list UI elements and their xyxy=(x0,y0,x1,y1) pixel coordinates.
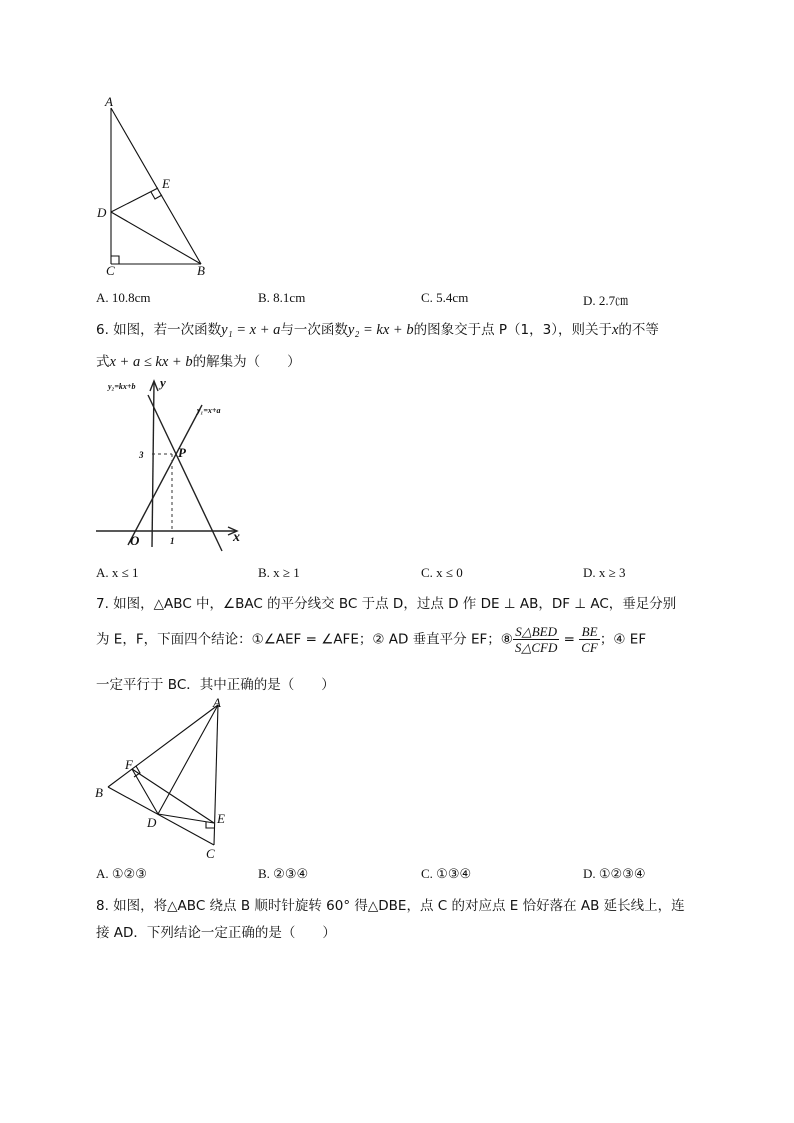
q7-option-a[interactable]: A. ①②③ xyxy=(96,866,147,881)
q6-label-y1: y₁=x+a xyxy=(197,406,221,415)
q7-option-d[interactable]: D. ①②③④ xyxy=(583,866,646,881)
q7-label-a: A xyxy=(213,695,221,710)
q6-line-2 xyxy=(96,350,301,371)
q6-label-three: 3 xyxy=(139,450,144,460)
q7-label-b: B xyxy=(95,785,103,800)
q6-option-d[interactable]: D. x ≥ 3 xyxy=(583,565,626,580)
q5-options xyxy=(96,290,696,310)
q6-text: 式 xyxy=(96,354,110,370)
q6-option-b[interactable]: B. x ≥ 1 xyxy=(258,565,300,580)
q7-options xyxy=(96,866,696,886)
q6-text: 与一次函数 xyxy=(280,322,348,338)
q5-option-c[interactable]: C. 5.4cm xyxy=(421,290,469,305)
q7-triangle-figure xyxy=(92,695,242,865)
q5-option-b[interactable]: B. 8.1cm xyxy=(258,290,306,305)
q6-option-c[interactable]: C. x ≤ 0 xyxy=(421,565,463,580)
q6-label-y: y xyxy=(160,375,166,390)
q6-y2-expr: y₂ = kx + b xyxy=(347,322,414,338)
q6-label-p: P xyxy=(178,445,186,460)
q7-text: 7. 如图，△ABC 中，∠BAC 的平分线交 BC 于点 D，过点 D 作 DE ⊥ AB，DF ⊥ AC，垂足分别 xyxy=(96,596,677,612)
q6-options xyxy=(96,565,696,585)
q7-text: ；④ EF xyxy=(599,631,647,648)
q6-label-y2: y₂=kx+b xyxy=(108,382,136,391)
q6-text: 6. 如图，若一次函数 xyxy=(96,322,222,338)
q6-option-a[interactable]: A. x ≤ 1 xyxy=(96,565,139,580)
q5-label-d: D xyxy=(97,205,107,220)
q6-line-1 xyxy=(96,318,659,339)
q8-line-1 xyxy=(96,894,685,914)
q7-label-d: D xyxy=(147,815,157,830)
q6-inequality: x + a ≤ kx + b xyxy=(109,354,193,370)
q7-label-e: E xyxy=(217,811,225,826)
q6-label-o: O xyxy=(130,533,140,548)
q6-x-var: x xyxy=(611,322,619,338)
q5-triangle-figure xyxy=(96,92,226,282)
q7-line-3 xyxy=(96,673,335,693)
q7-line-2: 为 E，F，下面四个结论：①∠AEF = ∠AFE；② AD 垂直平分 EF；⑧ $\frac{\text{S△BED}}{\text{S△CFD}}$ = $\frac{BE}{CF}$ ；④ EF xyxy=(96,624,647,655)
q8-text: 接 AD．下列结论一定正确的是（ ） xyxy=(96,925,336,941)
q6-text: 的不等 xyxy=(618,322,659,338)
q6-text: 的图象交于点 P（1，3），则关于 xyxy=(413,322,612,338)
q7-label-f: F xyxy=(125,757,133,772)
q7-frac-denominator: S△CFD xyxy=(514,640,558,655)
q8-line-2 xyxy=(96,921,336,941)
q6-label-one: 1 xyxy=(170,536,175,546)
q7-frac-numerator: S△BED xyxy=(513,624,560,640)
q5-option-a[interactable]: A. 10.8cm xyxy=(96,290,151,305)
q7-text: 为 E，F，下面四个结论：①∠AEF = ∠AFE；② AD 垂直平分 EF；⑧ xyxy=(96,631,513,648)
q5-option-d[interactable]: D. 2.7㎝ xyxy=(583,293,629,308)
q8-text: 8. 如图，将△ABC 绕点 B 顺时针旋转 60° 得△DBE，点 C 的对应点 E 恰好落在 AB 延长线上，连 xyxy=(96,898,685,914)
q6-label-x: x xyxy=(233,530,240,545)
q7-area-fraction xyxy=(513,624,560,655)
q5-label-b: B xyxy=(197,263,205,278)
q6-graph-figure xyxy=(94,375,254,555)
q5-label-c: C xyxy=(106,263,115,278)
q7-frac2-numerator: BE xyxy=(579,624,600,640)
q7-frac2-denominator: CF xyxy=(581,640,598,655)
q7-option-c[interactable]: C. ①③④ xyxy=(421,866,472,881)
q5-label-a: A xyxy=(105,94,113,109)
q7-ratio-fraction xyxy=(579,624,600,655)
q7-label-c: C xyxy=(206,846,215,861)
q7-text: 一定平行于 BC．其中正确的是（ ） xyxy=(96,677,335,693)
q5-label-e: E xyxy=(162,176,170,191)
q7-line-1 xyxy=(96,592,676,612)
q6-y1-expr: y₁ = x + a xyxy=(221,322,281,338)
q7-option-b[interactable]: B. ②③④ xyxy=(258,866,309,881)
q6-text: 的解集为（ ） xyxy=(192,354,301,370)
